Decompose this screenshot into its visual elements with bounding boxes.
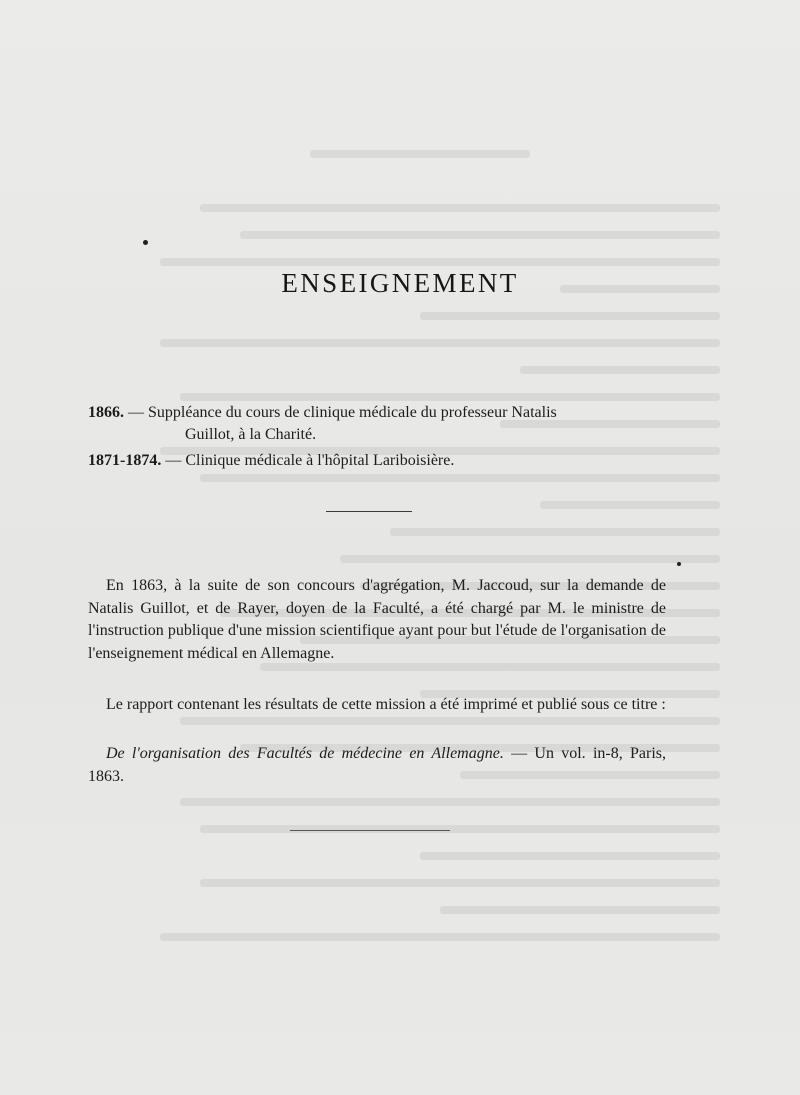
entry-year: 1871-1874. <box>88 452 162 469</box>
paragraph-publication <box>88 743 666 788</box>
separator-rule <box>326 511 412 512</box>
entry-text-continuation: Guillot, à la Charité. <box>185 426 317 443</box>
paragraph-report: Le rapport contenant les résultats de cette mission a été imprimé et publié sous ce titre : <box>106 696 666 713</box>
entry-1866 <box>88 402 668 446</box>
show-through-texture <box>120 140 720 960</box>
publication-details: — Un vol. in-8, Paris, 1863. <box>88 745 666 785</box>
entry-text: — Suppléance du cours de clinique médicale du professeur Natalis <box>124 404 557 421</box>
publication-title: De l'organisation des Facultés de médecine en Allemagne. <box>106 745 504 762</box>
entry-1871-1874 <box>88 450 668 472</box>
section-title: ENSEIGNEMENT <box>281 268 519 298</box>
entry-text: — Clinique médicale à l'hôpital Lariboisière. <box>161 452 455 469</box>
entry-year: 1866. <box>88 404 124 421</box>
ink-speck <box>677 562 681 566</box>
separator-rule-bottom <box>290 830 450 831</box>
ink-speck <box>143 240 148 245</box>
paragraph-mission: En 1863, à la suite de son concours d'agrégation, M. Jaccoud, sur la demande de Natalis Guillot, et de Rayer, doyen de la Faculté, a été chargé par M. le ministre de l'instruction publique d'une mission scientifique ayant pour but l'étude de l'organisation de l'enseignement médical en Allemagne. <box>88 577 666 662</box>
